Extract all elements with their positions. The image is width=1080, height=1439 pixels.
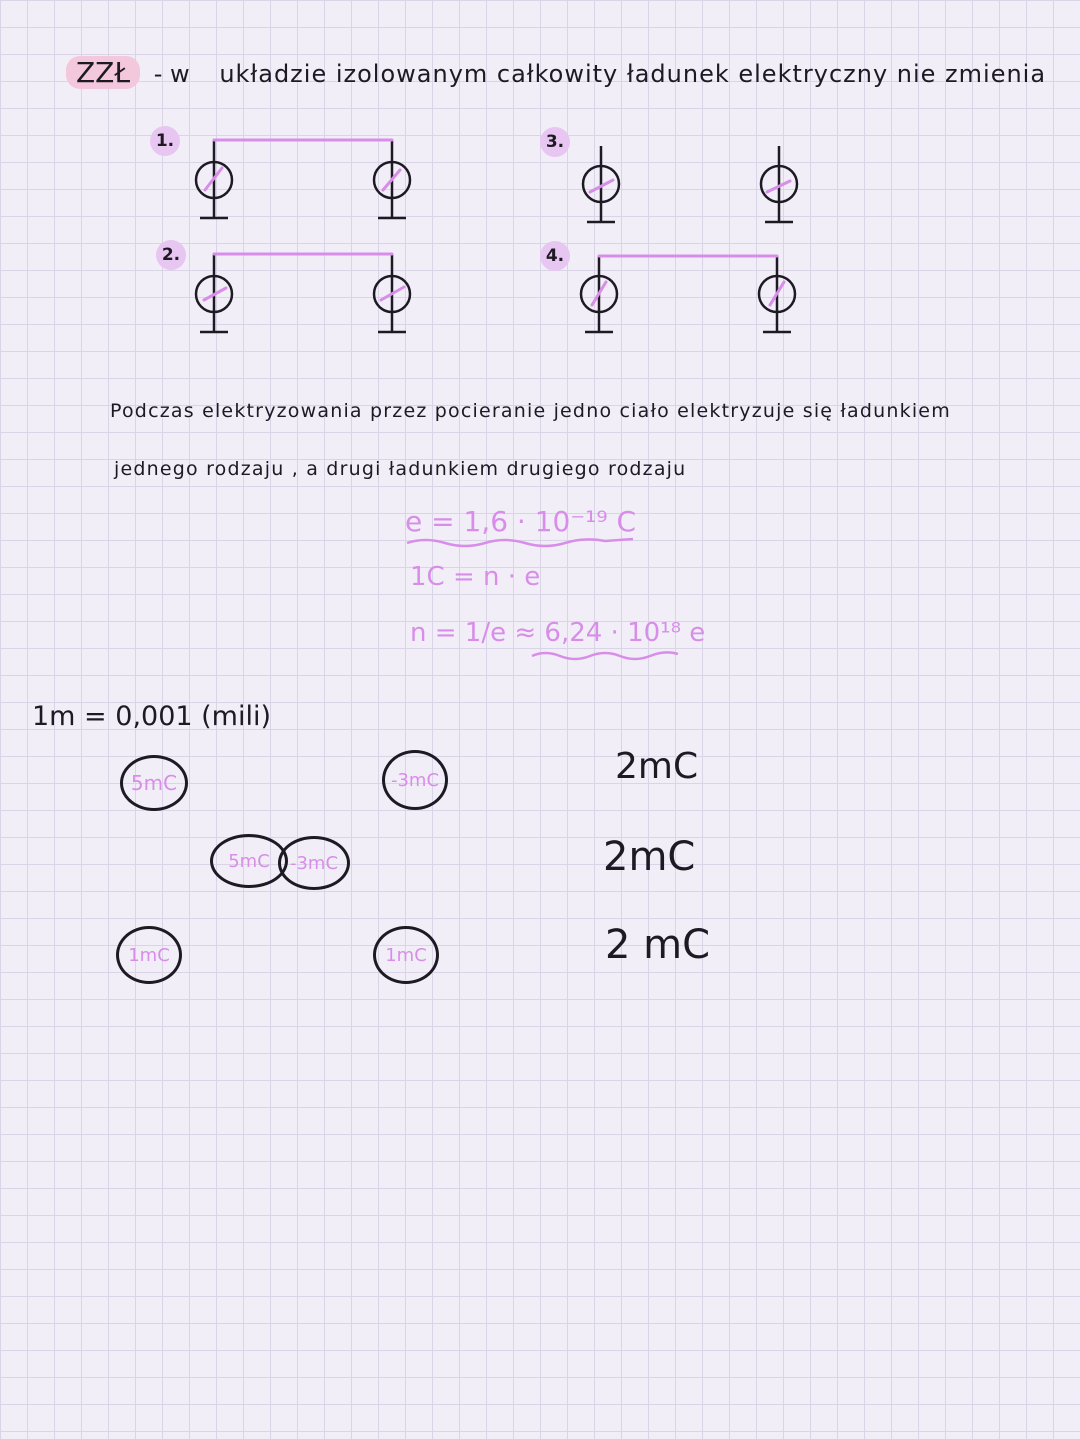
charge-row2-a: 5mC xyxy=(210,834,288,888)
charge-row3-left: 1mC xyxy=(116,926,182,984)
header-text: układzie izolowanym całkowity ładunek elektryczny nie zmienia xyxy=(219,60,1047,88)
law-tag: ZZŁ xyxy=(66,56,140,89)
header-dash: - w xyxy=(153,60,190,88)
diagram-2 xyxy=(196,254,410,332)
result-2: 2mC xyxy=(603,834,696,880)
diagram-3 xyxy=(583,146,797,222)
paragraph-line-2: jednego rodzaju , a drugi ładunkiem drugiego rodzaju xyxy=(114,458,687,480)
electroscope-diagrams xyxy=(0,0,1080,400)
charge-row1-left: 5mC xyxy=(120,755,188,811)
diagram-label-3: 3. xyxy=(540,127,570,157)
diagram-label-2: 2. xyxy=(156,240,186,270)
charge-row3-right: 1mC xyxy=(373,926,439,984)
charge-row2-b: -3mC xyxy=(278,836,350,890)
diagram-1 xyxy=(196,140,410,218)
formula-n: n = 1/e ≈ 6,24 · 10¹⁸ e xyxy=(410,618,706,648)
diagram-label-4: 4. xyxy=(540,241,570,271)
diagram-label-1: 1. xyxy=(150,126,180,156)
result-3: 2 mC xyxy=(605,922,711,968)
result-1: 2mC xyxy=(615,746,699,787)
charge-row1-right: -3mC xyxy=(382,750,448,810)
milli-definition: 1m = 0,001 (mili) xyxy=(32,701,272,732)
formula-coulomb: 1C = n · e xyxy=(410,562,541,592)
underline-wave-1 xyxy=(405,535,635,553)
paragraph-line-1: Podczas elektryzowania przez pocieranie jedno ciało elektryzuje się ładunkiem xyxy=(110,400,951,422)
formula-elementary-charge: e = 1,6 · 10⁻¹⁹ C xyxy=(405,505,637,538)
diagram-4 xyxy=(581,256,795,332)
underline-wave-2 xyxy=(530,648,680,666)
